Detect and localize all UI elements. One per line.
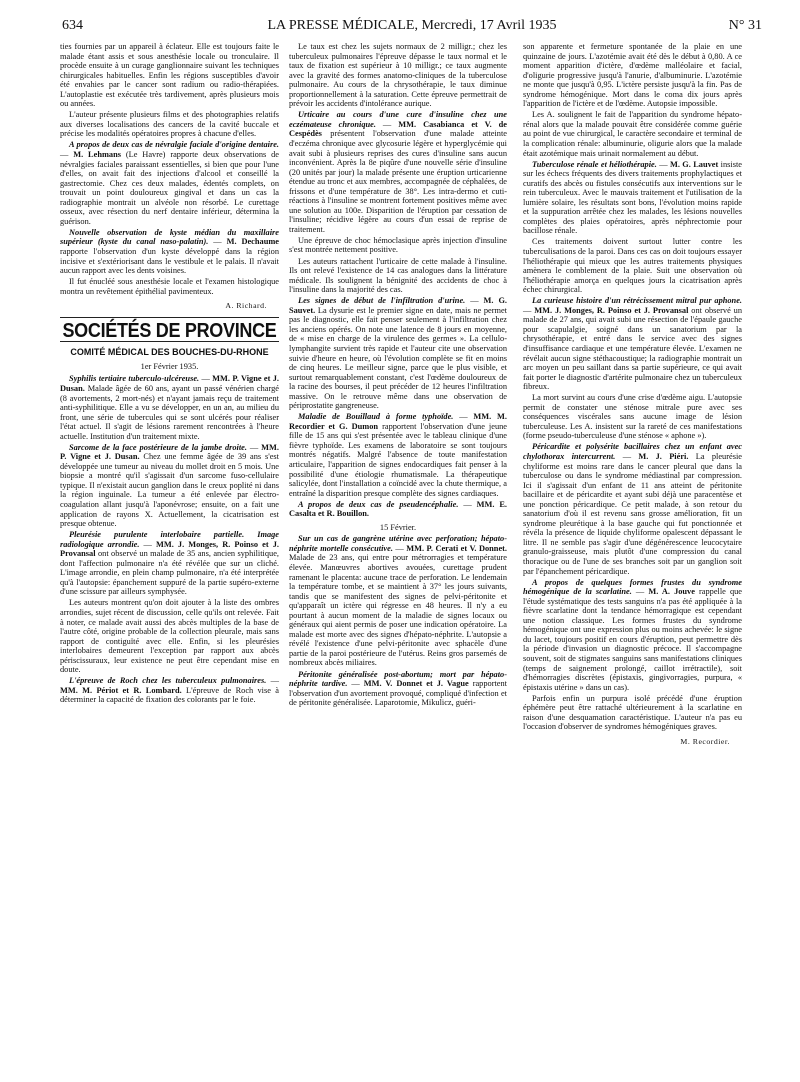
paragraph: son apparente et fermeture spontanée de la plaie en une quinzaine de jours. L'azotémie avait été dès le début à 0,80. A ce moment apparition d'ictère, d'œdème malléolaire et facial, d'oligurie progressive jusqu'à l'anurie, d'albuminurie. L'azotémie ne monte que jusqu'à 0,95. L'ictère persiste jusqu'à la fin. Pas de syndrome hémogénique. Mort dans le coma dix jours après l'apparition de l'ictère et de l'œdème. Autopsie impossible. (523, 42, 742, 109)
paragraph: ties fournies par un appareil à éclateur. Elle est toujours faite le malade étant assis et sous anesthésie locale ou tronculaire. Il procède ensuite à un curage ganglionnaire suivant les techniques chirurgicales habituelles. Enfin les régions susceptibles d'avoir été envahies par le cancer sont radium ou radio-thérapiées. L'autoplastie est exécutée très tardivement, après plusieurs mois ou années. (60, 42, 279, 109)
abstract-text: La dysurie est le premier signe en date, mais ne permet pas le diagnostic, elle fait penser seulement à l'infiltration chez les anciens opérés. On note une latence de 8 jours en moyenne, de « mise en charge de la virulence des germes ». La cellulo-lymphangite survient très rapide et l'auteur cite une observation suivie d'heure en heure, où l'évolution complète se fit en moins de cinq heures. Le meilleur signe, parce que le plus visible, et surtout remarquablement constant, c'est l'œdème douloureux de la racine des bourses, il peut précéder de 12 heures l'infiltration massive. On le retrouve même dans une observation de périprostatite gangreneuse. (289, 305, 507, 411)
abstract-text: (Le Havre) rapporte deux observations de névralgies faciales paraissant essentielles, si bien que pour l'une d'elles, on avait fait des injections d'alcool et conseillé la gastrectomie. Chez ces deux malades, édentés complets, on trouvait un point douloureux gingival et dans un cas la radiographie montrait un alvéole non résorbé. Le curettage osseux, avec résection du nerf dentaire inférieur, détermina la guérison. (60, 150, 279, 226)
abstract-title: L'épreuve de Roch chez les tuberculeux pulmonaires. (69, 676, 267, 686)
column-2 (289, 42, 507, 709)
abstract-text: Malade âgée de 60 ans, ayant un passé vénérien chargé (8 avortements, 2 mort-nés) et n'ayant jamais reçu de traitement anti-syphilitique. Elle a vu se développer, en un an, au milieu du front, une série de tubercules qui se sont ulcérés pour réaliser l'état actuel. Il s'agit de lésions rarement rencontrées à l'heure actuelle. Institution d'un traitement mixte. (60, 383, 279, 441)
abstract-text: L'épreuve de Roch vise à déterminer la capacité de fixation des colorants par le foie. (60, 685, 279, 705)
abstract-text: rapporte l'observation d'un kyste développé dans la région incisive et s'extériorisant dans le vestibule et le palais. Il n'avait aucun rapport avec les dents voisines. (60, 246, 279, 276)
abstract: Les signes de début de l'infiltration d'urine. — M. G. Sauvet. La dysurie est le premier signe en date, mais ne permet pas le diagnostic, elle fait penser seulement à l'infiltration chez les anciens opérés. On note une latence de 8 jours en moyenne, de « mise en charge de la virulence des germes ». La cellulo-lymphangite survient très rapide et l'auteur cite une observation suivie d'heure en heure, où l'évolution complète se fit en moins de cinq heures. Le meilleur signe, parce que le plus visible, et surtout remarquablement constant, c'est l'œdème douloureux de la racine des bourses, il peut précéder de 12 heures l'infiltration massive. On le retrouve même dans une observation de périprostatite gangreneuse. (289, 296, 508, 411)
paragraph: Le taux est chez les sujets normaux de 2 milligr.; chez les tuberculeux pulmonaires l'épreuve dépasse le taux normal et le taux de fixation est supérieur à 10 milligr.; ce taux augmente avec la gravité des formes anatomo-cliniques de la tuberculose pulmonaire. Au cours de la chrysothérapie, le taux diminue proportionnellement à la saturation. Cette épreuve permettrait de prévoir les accidents d'intolérance aurique. (289, 42, 507, 109)
paragraph: La mort survint au cours d'une crise d'œdème aigu. L'autopsie permit de constater une sténose mitrale pure avec ses conséquences viscérales sans aucune image de lésion tuberculeuse. Les A. insistent sur la rareté de ces manifestations (forme pseudo-tuberculeuse d'une sténose « aphone »). (523, 393, 742, 441)
abstract-title: Tuberculose rénale et héliothérapie. (532, 159, 657, 169)
abstract-text: rapportent l'observation d'un avortement provoqué, compliqué d'infection et de péritonite généralisée. Laparotomie, Mikulicz, guéri- (289, 679, 507, 708)
signature: M. Recordier. (680, 736, 730, 746)
paragraph: Ces traitements doivent surtout lutter contre les tuberculisations de la paroi. Dans ces cas on doit toujours essayer l'héliothérapie qui mieux que les autres traitements physiques amènera le comblement de la plaie. Suit une observation où l'héliothérapie amorça en quelques jours la cicatrisation après échec chirurgical. (523, 237, 742, 295)
abstract-title: Sarcome de la face postérieure de la jambe droite. (69, 442, 247, 452)
paragraph: Il fut énucléé sous anesthésie locale et l'examen histologique montra un revêtement épithélial pavimenteux. (60, 277, 279, 296)
abstract: Sur un cas de gangrène utérine avec perforation; hépato-néphrite mortelle consécutive. — MM. P. Cerati et V. Donnet. Malade de 23 ans, qui entre pour métrorragies et température élevée. Manœuvres abortives avouées, curettage prudent ramenant le placenta: aucune trace de perforation. Le lendemain la température tombe, et se maintient à 37° les jours suivants, tandis que se manifestent des signes de pelvi-péritonite et qu'apparaît un ictère qui régresse en 48 heures. Il n'y a eu pourtant à aucun moment de la maladie de signes locaux ou généraux qui aient permis de poser une indication opératoire. La malade est morte avec des signes d'hépato-néphrite. L'autopsie a révélé l'existence d'une pelvi-péritonite avec sphacèle d'une partie de la paroi postérieure de l'utérus. Reins gros parsemés de nombreux abcès miliaires. (289, 534, 508, 668)
abstract-title: Urticaire au cours d'une cure d'insuline chez une eczémateuse chronique. (289, 110, 507, 129)
abstract-title: La curieuse histoire d'un rétrécissement mitral pur aphone. (532, 296, 742, 306)
abstract-title: Nouvelle observation de kyste médian du maxillaire supérieur (kyste du canal naso-palatin). (60, 227, 279, 247)
abstract-text: présentent l'observation d'une malade atteinte d'eczéma chronique avec glycosurie légère et hyperglycémie qui avait subi à plusieurs reprises des cures d'insuline sans aucun inconvénient. Après la 8e piqûre d'une nouvelle série d'insuline (20 unités par jour) la malade présente une éruption urticarienne étendue au tronc et aux membres, accompagnée de céphalées, de frissons et d'une température de 38°. Les intra-dermo et cuti-réactions à l'insuline se montrent fortement positives même avec une solution au 100e. Disparition de l'éruption par cessation de l'insuline; récidive légère au cours d'un essai de reprise de traitement. (289, 129, 508, 234)
paragraph: L'auteur présente plusieurs films et des photographies relatifs aux diverses localisations des cancers de la cavité buccale et précise les modalités opératoires propres à chacune d'elles. (60, 110, 279, 139)
abstract-author: MM. M. Recordier et G. Dumon (289, 412, 508, 431)
abstract-author: M. G. Lauvet (669, 159, 719, 169)
issue-number: N° 31 (728, 18, 762, 33)
divider (60, 341, 279, 342)
section-heading: SOCIÉTÉS DE PROVINCE (62, 318, 277, 342)
page-header (62, 18, 762, 38)
abstract-text: ont observé un malade de 35 ans, ancien syphilitique, dont l'affection pulmonaire n'a été révélée que sur un cliché. L'image arrondie, en plein champ pulmonaire, n'a été interprétée qu'à l'autopsie: épanchement suppuré de la partie supéro-externe d'une scissure par ailleurs symphysée. (60, 549, 279, 597)
abstract-text: Chez une femme âgée de 39 ans s'est développée une tumeur au niveau du mollet droit en 5 mois. Une biopsie a montré qu'il s'agissait d'un sarcome fuso-cellulaire typique. Il n'existait aucun ganglion dans le creux poplité ni dans la région inguinale. La tumeur a été enlevée par électro-coagulation allant jusqu'à l'aponévrose; ensuite, on a fait une application de rayons X. Actuellement, la cicatrisation est presque obtenue. (60, 452, 279, 529)
abstract: La curieuse histoire d'un rétrécissement mitral pur aphone. — MM. J. Monges, R. Poinso et J. Provansal ont observé un malade de 27 ans, qui avait subi une résection de l'épaule gauche pour scapulalgie, soigné dans un sanatorium par la chrysothérapie, et entré dans le service avec des signes d'insuffisance cardiaque et une température élevée. L'examen ne révélait aucun signe stéthacoustique; la radiographie montrait un arc moyen un peu saillant dans sa partie supérieure, ce qui avait fait porter le diagnostic d'artérite pulmonaire chez un tuberculeux fibreux. (523, 296, 743, 392)
session-date: 15 Février. (379, 522, 417, 532)
paragraph: Les auteurs montrent qu'on doit ajouter à la liste des ombres arrondies, sujet récent de discussion, celle qu'ils ont relevée. Fait à noter, ce malade avait aussi des abcès multiples de la base de l'autre côté, origine probable de la collection pleurale, mais sans rapport de contiguïté avec elle. Enfin, si les pleurésies interlobaires demeurent l'exception par rapport aux abcès périscissuraux, leur existence ne peut être cependant mise en doute. (60, 598, 279, 675)
abstract: Péricardite et polysérite bacillaires chez un enfant avec chylothorax intercurrent. — M. J. Piéri. La pleurésie chyliforme est moins rare dans le cancer pleural que dans la tuberculose ou dans le syndrome médiastinal par compression. Ici il s'agissait d'un enfant de 11 ans atteint de péritonite bacillaire et de péricardite et ayant subi déjà une paracentèse et une ponction péricardique. Ce petit malade, à son retour du sanatorium d'où il est revenu sans grosse amélioration, fit un syndrome pleurétique à la base gauche qui fut ponctionnée et révéla la présence de liquide chyliforme opalescent dépassant le litre. Il ne semble pas s'agir d'une dégénérescence leucocytaire granulo-graisseuse, mais plutôt d'une compression du canal thoracique ou de l'une de ses branches soit par un ganglion soit par l'épanchement péricardique. (523, 442, 742, 576)
journal-title: LA PRESSE MÉDICALE, Mercredi, 17 Avril 1935 (267, 18, 557, 33)
paragraph: Les A. soulignent le fait de l'apparition du syndrome hépato-rénal alors que la malade pouvait être considérée comme guérie au point de vue chirurgical, le caractère secondaire et terminal de la complication rénale: albuminurie, oligurie alors que la malade était azotémique mais urinait normalement au début. (523, 110, 742, 158)
abstract-author: M. Lehmans (73, 150, 121, 160)
abstract-author: MM. M. Périot et R. Lombard. (60, 685, 182, 695)
abstract-title: Syphilis tertiaire tuberculo-ulcéreuse. (69, 374, 200, 384)
paragraph: Les auteurs rattachent l'urticaire de cette malade à l'insuline. Ils ont relevé l'existence de 14 cas analogues dans la littérature médicale. Ils soulignent la bénignité des accidents de choc à l'insuline dans la majorité des cas. (289, 256, 507, 295)
abstract-title: Sur un cas de gangrène utérine avec perforation; hépato-néphrite mortelle consécutive. (289, 534, 507, 553)
abstract: L'épreuve de Roch chez les tuberculeux pulmonaires. — MM. M. Périot et R. Lombard. L'épreuve de Roch vise à déterminer la capacité de fixation des colorants par le foie. (60, 676, 279, 705)
abstract-text: Malade de 23 ans, qui entre pour métrorragies et température élevée. Manœuvres abortives avouées, curettage prudent ramenant le placenta: aucune trace de perforation. Le lendemain la température tombe, et se maintient à 37° les jours suivants, tandis que se manifestent des signes de pelvi-péritonite et qu'apparaît un ictère qui régresse en 48 heures. Il n'y a eu pourtant à aucun moment de la maladie de signes locaux ou généraux qui aient permis de poser une indication opératoire. La malade est morte avec des signes d'hépato-néphrite. L'autopsie a révélé l'existence d'une pelvi-péritonite avec sphacèle d'une partie de la paroi postérieure de l'utérus. Reins gros parsemés de nombreux abcès miliaires. (289, 553, 507, 668)
abstract-title: Maladie de Bouillaud à forme typhoïde. (298, 412, 454, 422)
abstract: Pleurésie purulente interlobaire partielle. Image radiologique arrondie. — MM. J. Monges, R. Poinso et J. Provansal ont observé un malade de 35 ans, ancien syphilitique, dont l'affection pulmonaire n'a été révélée que sur un cliché. L'image arrondie, en plein champ pulmonaire, n'a été interprétée qu'à l'autopsie: épanchement suppuré de la partie supéro-externe d'une scissure par ailleurs symphysée. (60, 530, 280, 597)
abstract-title: Pleurésie purulente interlobaire partielle. Image radiologique arrondie. (60, 530, 279, 549)
abstract-author: MM. P. Cerati et V. Donnet. (406, 543, 508, 553)
signature: A. Richard. (225, 301, 267, 311)
abstract: A propos de deux cas de pseudencéphalie. — MM. E. Casalta et R. Bouillon. (289, 499, 507, 519)
abstract-text: ont observé un malade de 27 ans, qui avait subi une résection de l'épaule gauche pour scapulalgie, soigné dans un sanatorium par la chrysothérapie, et entré dans le service avec des signes d'insuffisance cardiaque et une température élevée. L'examen ne révélait aucun signe stéthacoustique; la radiographie montrait un arc moyen un peu saillant dans sa partie supérieure, ce qui avait fait porter le diagnostic d'artérite pulmonaire chez un tuberculeux fibreux. (523, 305, 743, 392)
abstract-text: rappelle que l'étude systématique des tests sanguins n'a pas été appliquée à la fièvre scarlatine dont la tendance hémorragique est cependant une notion classique. Les formes frustes du syndrome hémogénique ont une expression plus ou moins achevée: le signe du lacet, toujours positif en cours d'éruption, peut permettre dès la période d'invasion un diagnostic précoce. Il s'accompagne souvent, soit de stigmates sanguins sans manifestations cliniques (temps de saignement prolongé, caillot irrétractile), soit d'hémorragies discrètes (épistaxis, gingivorragies, purpura, « épistaxis utérine » dans un cas). (523, 587, 742, 692)
abstract-author: MM. V. Donnet et J. Vague (363, 679, 469, 689)
abstract: A propos de deux cas de névralgie faciale d'origine dentaire. — M. Lehmans (Le Havre) rapporte deux observations de névralgies faciales paraissant essentielles, si bien que pour l'une d'elles, on avait fait des injections d'alcool et conseillé la gastrectomie. Chez ces deux malades, édentés complets, on trouvait un point douloureux gingival et dans un cas la radiographie montrait un alvéole non résorbé. Le curettage osseux, avec résection du nerf dentaire inférieur, détermina la guérison. (60, 140, 279, 226)
abstract: Syphilis tertiaire tuberculo-ulcéreuse. — MM. P. Vigne et J. Dusan. Malade âgée de 60 ans, ayant un passé vénérien chargé (8 avortements, 2 mort-nés) et n'ayant jamais reçu de traitement anti-syphilitique. Elle a vu se développer, en un an, au milieu du front, une série de tubercules qui se sont ulcérés pour réaliser l'état actuel. Il s'agit de lésions rarement rencontrées à l'heure actuelle. Institution d'un traitement mixte. (60, 374, 279, 441)
abstract: Péritonite généralisée post-abortum; mort par hépato-néphrite tardive. — MM. V. Donnet et J. Vague rapportent l'observation d'un avortement provoqué, compliqué d'infection et de péritonite généralisée. Laparotomie, Mikulicz, guéri- (289, 669, 507, 708)
subsection-heading: COMITÉ MÉDICAL DES BOUCHES-DU-RHONE (70, 347, 269, 358)
abstract-author: M. Dechaume (226, 237, 279, 247)
abstract-author: MM. E. Casalta et R. Bouillon. (289, 499, 507, 519)
abstract: Tuberculose rénale et héliothérapie. — M. G. Lauvet insiste sur les échecs fréquents des divers traitements prophylactiques et curatifs des abcès ou fistules consécutifs aux interventions sur le rein tuberculeux. Avec le mauvais traitement et l'utilisation de la lumière solaire, les résultats sont bons, l'évolution moins rapide et la suppuration arrêtée chez les malades, les lésions nouvelles complètes des plaies opératoires, après néphrectomie pour bacillose rénale. (523, 159, 742, 236)
abstract: Sarcome de la face postérieure de la jambe droite. — MM. P. Vigne et J. Dusan. Chez une femme âgée de 39 ans s'est développée une tumeur au niveau du mollet droit en 5 mois. Une biopsie a montré qu'il s'agissait d'un sarcome fuso-cellulaire typique. Il n'existait aucun ganglion dans le creux poplité ni dans la région inguinale. La tumeur a été enlevée par électro-coagulation allant jusqu'à l'aponévrose; ensuite, on a fait une application de rayons X. Actuellement, la cicatrisation est presque obtenue. (60, 442, 280, 529)
abstract-title: Les signes de début de l'infiltration d'urine. (298, 296, 466, 306)
abstract-author: M. G. Sauvet. (289, 296, 508, 315)
abstract-author: M. A. Jouve (648, 587, 695, 597)
abstract-author: MM. J. Monges, R. Poinso et J. Provansal (534, 305, 689, 315)
abstract-title: A propos de quelques formes frustes du syndrome hémogénique de la scarlatine. (523, 577, 742, 597)
paragraph: Une épreuve de choc hémoclasique après injection d'insuline s'est montrée nettement positive. (289, 235, 507, 255)
abstract-author: M. J. Piéri. (638, 451, 689, 461)
abstract-text: La pleurésie chyliforme est moins rare dans le cancer pleural que dans la tuberculose ou dans le syndrome médiastinal par compression. Ici il s'agissait d'un enfant de 11 ans atteint de péritonite bacillaire et de péricardite et ayant subi déjà une paracentèse et une ponction péricardique. Ce petit malade, à son retour du sanatorium d'où il est revenu sans grosse amélioration, fit un syndrome pleurétique à la base gauche qui fut ponctionnée et révéla la présence de liquide chyliforme opalescent dépassant le litre. Il ne semble pas s'agir d'une dégénérescence leucocytaire granulo-graisseuse, mais plutôt d'une compression du canal thoracique ou de l'une de ses branches soit par un ganglion soit par l'épanchement péricardique. (523, 451, 742, 576)
abstract-author: MM. P. Vigne et J. Dusan. (60, 374, 279, 393)
abstract-text: insiste sur les échecs fréquents des divers traitements prophylactiques et curatifs des abcès ou fistules consécutifs aux interventions sur le rein tuberculeux. Avec le mauvais traitement et l'utilisation de la lumière solaire, les résultats sont bons, l'évolution moins rapide et la suppuration arrêtée chez les malades, les lésions nouvelles complètes des plaies opératoires, après néphrectomie pour bacillose rénale. (523, 159, 742, 236)
abstract-text: rapportent l'observation d'une jeune fille de 15 ans qui s'est présentée avec le tableau clinique d'une fièvre typhoïde. Les examens de laboratoire se sont toujours montrés négatifs. Malgré l'absence de toute manifestation articulaire, l'apparition de signes endocardiques fait penser à la possibilité d'une étiologie rhumatismale. La thérapeutique salicylée, dont l'installation a coïncidé avec la chute thermique, a entraîné la disparition presque complète des signes cardiaques. (289, 421, 507, 498)
page-number: 634 (62, 18, 83, 33)
abstract-title: Péritonite généralisée post-abortum; mort par hépato-néphrite tardive. (289, 669, 507, 689)
paragraph: Parfois enfin un purpura isolé précédé d'une éruption éphémère peut être rattaché ultérieurement à la scarlatine en raison d'une desquamation caractéristique. L'auteur n'a pas eu l'occasion d'observer de syndromes hémogéniques graves. (523, 693, 742, 732)
session-date: 1er Février 1935. (140, 361, 199, 371)
abstract: A propos de quelques formes frustes du syndrome hémogénique de la scarlatine. — M. A. Jouve rappelle que l'étude systématique des tests sanguins n'a pas été appliquée à la fièvre scarlatine dont la tendance hémorragique est cependant une notion classique. Les formes frustes du syndrome hémogénique ont une expression plus ou moins achevée: le signe du lacet, toujours positif en cours d'éruption, peut permettre dès la période d'invasion un diagnostic précoce. Il s'accompagne souvent, soit de stigmates sanguins sans manifestations cliniques (temps de saignement prolongé, caillot irrétractile), soit d'hémorragies discrètes (épistaxis, gingivorragies, purpura, « épistaxis utérine » dans un cas). (523, 577, 742, 692)
abstract-title: A propos de deux cas de névralgie faciale d'origine dentaire. (69, 140, 279, 150)
abstract: Maladie de Bouillaud à forme typhoïde. — MM. M. Recordier et G. Dumon rapportent l'observation d'une jeune fille de 15 ans qui s'est présentée avec le tableau clinique d'une fièvre typhoïde. Les examens de laboratoire se sont toujours montrés négatifs. Malgré l'absence de toute manifestation articulaire, l'apparition de signes endocardiques fait penser à la possibilité d'une étiologie rhumatismale. La thérapeutique salicylée, dont l'installation a coïncidé avec la chute thermique, a entraîné la disparition presque complète des signes cardiaques. (289, 412, 508, 498)
abstract: Urticaire au cours d'une cure d'insuline chez une eczémateuse chronique. — MM. Casabianca et V. de Cespédès présentent l'observation d'une malade atteinte d'eczéma chronique avec glycosurie légère et hyperglycémie qui avait subi à plusieurs reprises des cures d'insuline sans aucun inconvénient. Après la 8e piqûre d'une nouvelle série d'insuline (20 unités par jour) la malade présente une éruption urticarienne étendue au tronc et aux membres, accompagnée de céphalées, de frissons et d'une température de 38°. Les intra-dermo et cuti-réactions à l'insuline se montrent fortement positives même avec une solution au 100e. Disparition de l'éruption par cessation de l'insuline; récidive légère au cours d'un essai de reprise de traitement. (289, 110, 508, 234)
abstract-title: A propos de deux cas de pseudencéphalie. (298, 499, 459, 509)
column-3 (523, 42, 742, 752)
abstract-title: Péricardite et polysérite bacillaires chez un enfant avec chylothorax intercurrent. (523, 442, 742, 461)
column-1 (60, 42, 279, 707)
abstract-author: MM. Casabianca et V. de Cespédès (289, 119, 507, 139)
abstract-author: MM. P. Vigne et J. Dusan. (60, 442, 280, 462)
abstract-author: MM. J. Monges, R. Poinso et J. Provansal (60, 539, 280, 559)
abstract: Nouvelle observation de kyste médian du maxillaire supérieur (kyste du canal naso-palatin). — M. Dechaume rapporte l'observation d'un kyste développé dans la région incisive et s'extériorisant dans le vestibule et le palais. Il n'avait aucun rapport avec les dents voisines. (60, 227, 279, 276)
